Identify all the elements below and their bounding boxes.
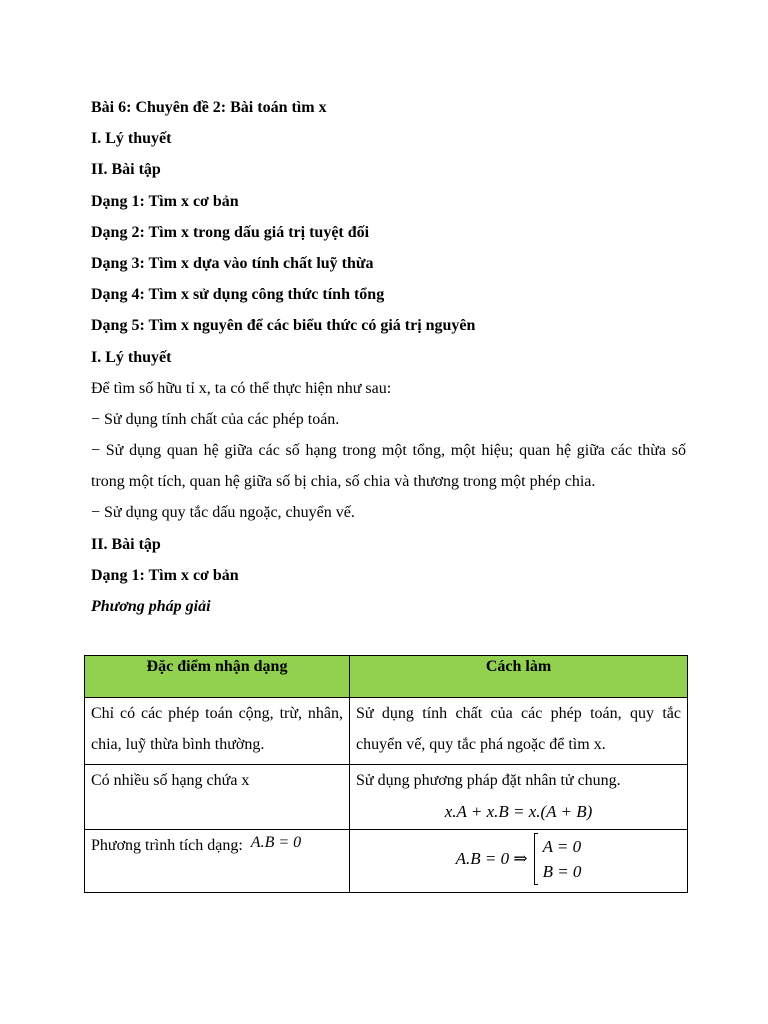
product-formula: A.B = 0 xyxy=(250,834,302,851)
theory-bullet: − Sử dụng quan hệ giữa các số hạng trong một tổng, một hiệu; quan hệ giữa các thừa số trong một tích, quan hệ giữa số bị chia, số chia và thương trong một phép chia. xyxy=(91,442,686,491)
bracket-icon xyxy=(534,833,538,885)
case-line: A = 0 xyxy=(542,837,582,856)
cell-feature: Chỉ có các phép toán cộng, trừ, nhân, chia, luỹ thừa bình thường. xyxy=(85,698,350,765)
outline-item: II. Bài tập xyxy=(91,161,161,179)
case-system xyxy=(356,830,681,888)
factor-formula: x.A + x.B = x.(A + B) xyxy=(444,802,593,822)
cell-method xyxy=(350,830,688,893)
exercises-heading: II. Bài tập xyxy=(91,535,161,553)
theory-heading: I. Lý thuyết xyxy=(91,348,172,366)
table-row xyxy=(85,698,688,765)
header-method: Cách làm xyxy=(350,656,688,698)
case-line: B = 0 xyxy=(542,862,582,881)
table-header-row xyxy=(85,656,688,698)
cell-method: Sử dụng tính chất của các phép toán, quy tắc chuyển vế, quy tắc phá ngoặc để tìm x. xyxy=(350,698,688,765)
outline-item: Dạng 3: Tìm x dựa vào tính chất luỹ thừa xyxy=(91,254,374,272)
outline-item: Dạng 4: Tìm x sử dụng công thức tính tổng xyxy=(91,286,385,304)
method-text: Sử dụng phương pháp đặt nhân tử chung. xyxy=(356,772,621,789)
feature-text: Phương trình tích dạng: xyxy=(91,837,243,854)
outline-item: I. Lý thuyết xyxy=(91,130,172,148)
theory-intro: Để tìm số hữu tỉ x, ta có thể thực hiện như sau: xyxy=(91,379,392,397)
cell-feature xyxy=(85,830,350,893)
document-body xyxy=(91,92,686,622)
table-row xyxy=(85,830,688,893)
theory-bullet: − Sử dụng quy tắc dấu ngoặc, chuyển vế. xyxy=(91,504,355,522)
cell-method xyxy=(350,765,688,830)
outline-item: Dạng 1: Tìm x cơ bản xyxy=(91,192,239,210)
outline-item: Dạng 2: Tìm x trong dấu giá trị tuyệt đối xyxy=(91,223,370,241)
system-lhs: A.B = 0 ⇒ xyxy=(455,849,528,869)
cell-feature: Có nhiều số hạng chứa x xyxy=(85,765,350,830)
theory-bullet: − Sử dụng tính chất của các phép toán. xyxy=(91,410,340,428)
method-table xyxy=(84,655,688,893)
header-feature: Đặc điểm nhận dạng xyxy=(85,656,350,698)
table-row xyxy=(85,765,688,830)
outline-item: Dạng 5: Tìm x nguyên để các biểu thức có giá trị nguyên xyxy=(91,317,476,335)
lesson-title: Bài 6: Chuyên đề 2: Bài toán tìm x xyxy=(91,99,327,116)
method-label: Phương pháp giải xyxy=(91,598,211,616)
system-cases xyxy=(543,834,582,884)
form1-heading: Dạng 1: Tìm x cơ bản xyxy=(91,566,239,584)
